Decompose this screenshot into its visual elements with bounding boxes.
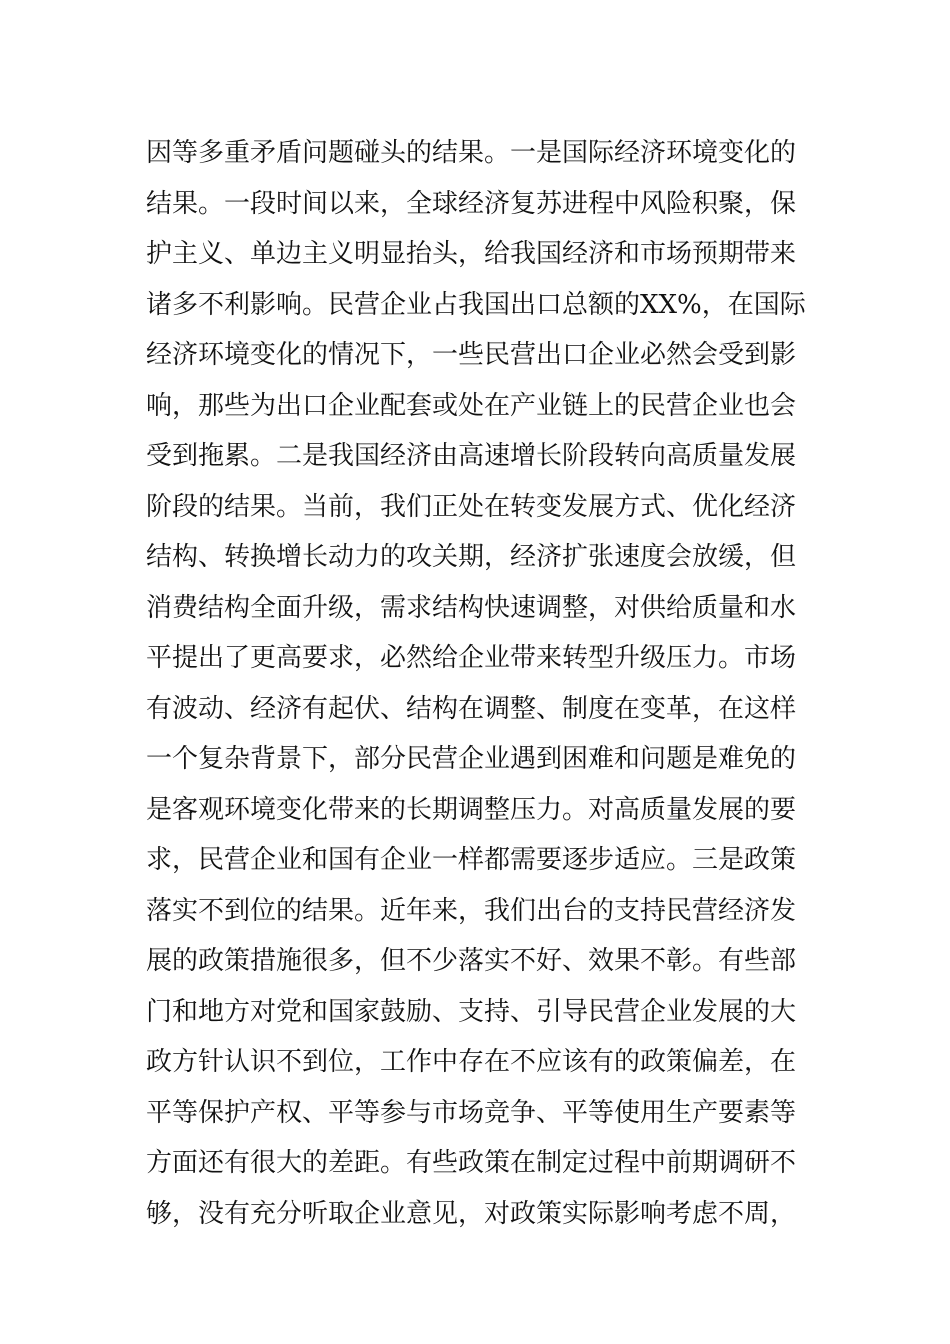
text-line: 护主义、单边主义明显抬头，给我国经济和市场预期带来 <box>146 239 797 269</box>
text-line: 平提出了更高要求，必然给企业带来转型升级压力。市场 <box>146 643 797 673</box>
text-line: 响，那些为出口企业配套或处在产业链上的民营企业也会 <box>146 390 797 421</box>
text-line: 门和地方对党和国家鼓励、支持、引导民营企业发展的大 <box>146 996 797 1027</box>
text-line: 够，没有充分听取企业意见，对政策实际影响考虑不周， <box>146 1198 797 1229</box>
text-line: 经济环境变化的情况下，一些民营出口企业必然会受到影 <box>146 340 797 370</box>
text-line: 平等保护产权、平等参与市场竞争、平等使用生产要素等 <box>146 1097 797 1128</box>
text-line: 是客观环境变化带来的长期调整压力。对高质量发展的要 <box>146 794 797 825</box>
body-text <box>146 128 816 1239</box>
text-line: 诸多不利影响。民营企业占我国出口总额的XX%，在国际 <box>146 289 806 320</box>
text-line: 政方针认识不到位，工作中存在不应该有的政策偏差，在 <box>146 1047 797 1077</box>
text-line: 结构、转换增长动力的攻关期，经济扩张速度会放缓，但 <box>146 542 797 572</box>
text-line: 因等多重矛盾问题碰头的结果。一是国际经济环境变化的 <box>146 138 797 168</box>
text-line: 落实不到位的结果。近年来，我们出台的支持民营经济发 <box>146 895 797 926</box>
text-line: 有波动、经济有起伏、结构在调整、制度在变革，在这样 <box>146 693 797 724</box>
text-line: 阶段的结果。当前，我们正处在转变发展方式、优化经济 <box>146 491 797 522</box>
text-line: 一个复杂背景下，部分民营企业遇到困难和问题是难免的 <box>146 744 797 774</box>
text-line: 方面还有很大的差距。有些政策在制定过程中前期调研不 <box>146 1148 797 1178</box>
text-line: 受到拖累。二是我国经济由高速增长阶段转向高质量发展 <box>146 441 797 471</box>
text-line: 结果。一段时间以来，全球经济复苏进程中风险积聚，保 <box>146 188 797 219</box>
text-line: 展的政策措施很多，但不少落实不好、效果不彰。有些部 <box>146 946 797 976</box>
text-line: 求，民营企业和国有企业一样都需要逐步适应。三是政策 <box>146 845 797 875</box>
text-line: 消费结构全面升级，需求结构快速调整，对供给质量和水 <box>146 592 797 623</box>
